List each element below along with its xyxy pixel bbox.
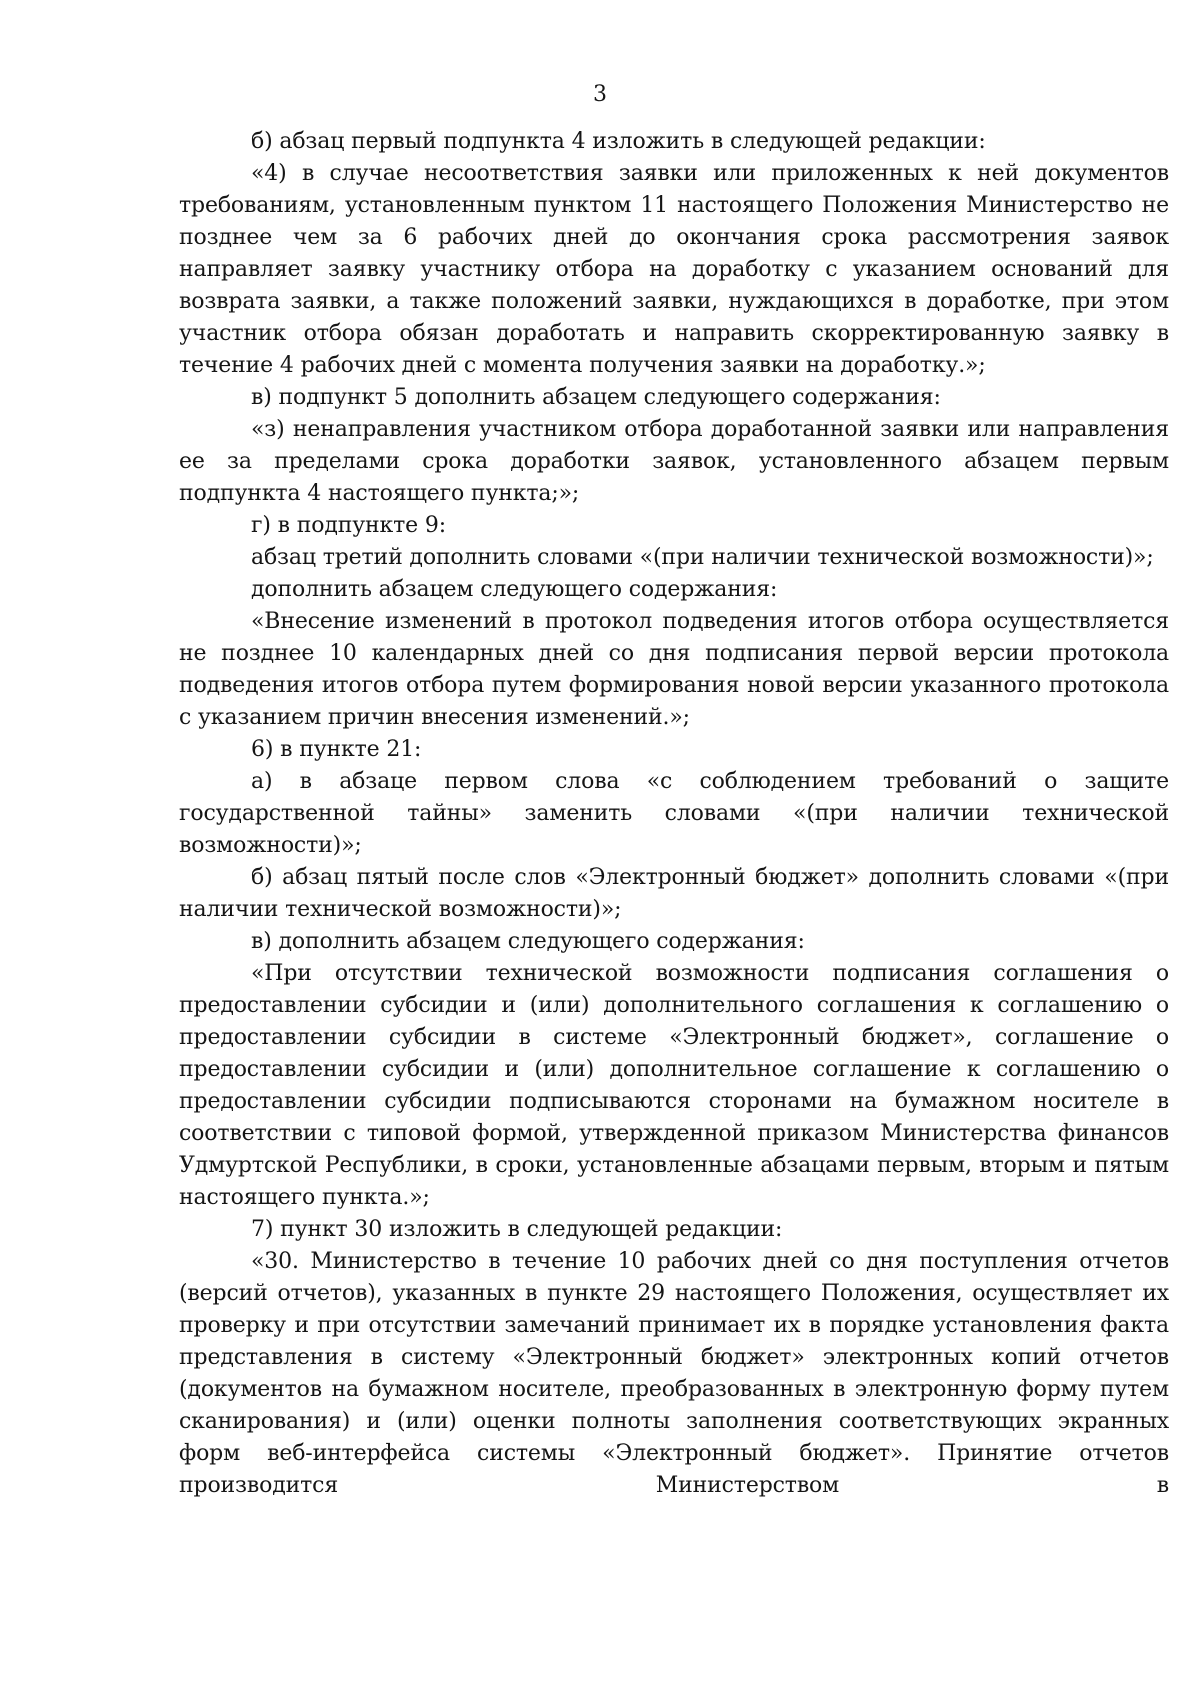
paragraph-12: в) дополнить абзацем следующего содержания: (251, 929, 805, 954)
paragraph-14: 7) пункт 30 изложить в следующей редакции: (251, 1217, 783, 1242)
paragraph-13: «При отсутствии технической возможности подписания соглашения о предоставлении субсидии и (или) дополнительного соглашения к соглашению о предоставлении субсидии в системе «Электронный бюджет», соглашение о предоставлении субсидии и (или) дополнительное соглашение к соглашению о предоставлении субсидии подписываются сторонами на бумажном носителе в соответствии с типовой формой, утвержденной приказом Министерства финансов Удмуртской Республики, в сроки, установленные абзацами первым, вторым и пятым настоящего пункта.»; (179, 961, 1169, 1210)
paragraph-4: «з) ненаправления участником отбора доработанной заявки или направления ее за пределами срока доработки заявок, установленного абзацем первым подпункта 4 настоящего пункта;»; (179, 417, 1169, 506)
paragraph-5: г) в подпункте 9: (251, 513, 446, 538)
paragraph-10: а) в абзаце первом слова «с соблюдением требований о защите государственной тайны» заменить словами «(при наличии технической возможности)»; (179, 769, 1169, 858)
paragraph-3: в) подпункт 5 дополнить абзацем следующего содержания: (251, 385, 941, 410)
paragraph-7: дополнить абзацем следующего содержания: (251, 577, 778, 602)
paragraph-2: «4) в случае несоответствия заявки или приложенных к ней документов требованиям, установленным пунктом 11 настоящего Положения Министерство не позднее чем за 6 рабочих дней до окончания срока рассмотрения заявок направляет заявку участнику отбора на доработку с указанием оснований для возврата заявки, а также положений заявки, нуждающихся в доработке, при этом участник отбора обязан доработать и направить скорректированную заявку в течение 4 рабочих дней с момента получения заявки на доработку.»; (179, 161, 1169, 378)
paragraph-15: «30. Министерство в течение 10 рабочих дней со дня поступления отчетов (версий отчетов), указанных в пункте 29 настоящего Положения, осуществляет их проверку и при отсутствии замечаний принимает их в порядке установления факта представления в систему «Электронный бюджет» электронных копий отчетов (документов на бумажном носителе, преобразованных в электронную форму путем сканирования) и (или) оценки полноты заполнения соответствующих экранных форм веб-интерфейса системы «Электронный бюджет». Принятие отчетов производится Министерством в (179, 1249, 1169, 1498)
paragraph-11: б) абзац пятый после слов «Электронный бюджет» дополнить словами «(при наличии технической возможности)»; (179, 865, 1169, 922)
paragraph-8: «Внесение изменений в протокол подведения итогов отбора осуществляется не позднее 10 календарных дней со дня подписания первой версии протокола подведения итогов отбора путем формирования новой версии указанного протокола с указанием причин внесения изменений.»; (179, 609, 1169, 730)
paragraph-6: абзац третий дополнить словами «(при наличии технической возможности)»; (251, 545, 1154, 570)
paragraph-1: б) абзац первый подпункта 4 изложить в следующей редакции: (251, 129, 986, 154)
page-number: 3 (593, 82, 607, 107)
document-body (179, 126, 1169, 1502)
paragraph-9: 6) в пункте 21: (251, 737, 422, 762)
